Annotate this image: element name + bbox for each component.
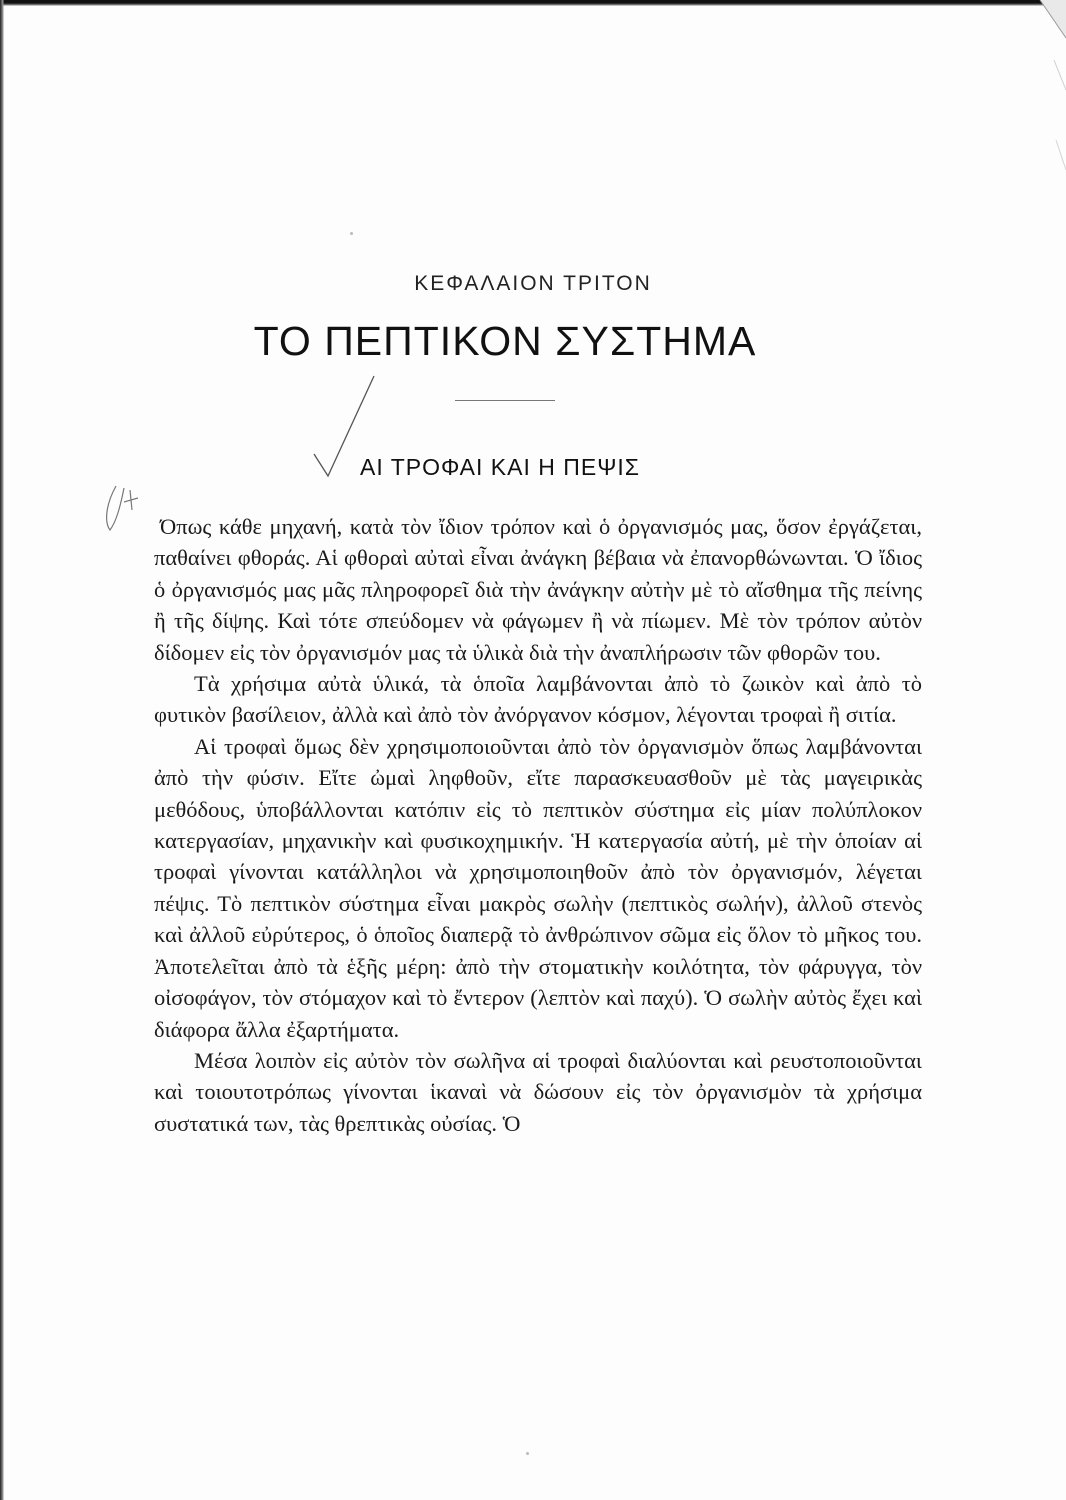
paragraph-2: Τὰ χρήσιμα αὐτὰ ὑλικά, τὰ ὁποῖα λαμβάνονται ἀπὸ τὸ ζωικὸν καὶ ἀπὸ τὸ φυτικὸν βασίλειον, ἀλλὰ καὶ ἀπὸ τὸν ἀνόργανον κόσμον, λέγονται τροφαὶ ἢ σιτία. [154,671,922,728]
body-text [154,511,922,1139]
scan-edge-left [0,0,4,1500]
scan-dust-speck [350,232,353,235]
chapter-label: ΚΕΦΑΛΑΙΟΝ ΤΡΙΤΟΝ [414,272,652,295]
section-heading: ΑΙ ΤΡΟΦΑΙ ΚΑΙ Η ΠΕΨΙΣ [359,454,641,480]
paragraph-3: Αἱ τροφαὶ ὅμως δὲν χρησιμοποιοῦνται ἀπὸ τὸν ὀργανισμὸν ὅπως λαμβάνονται ἀπὸ τὴν φύσιν. Εἴτε ὠμαὶ ληφθοῦν, εἴτε παρασκευασθοῦν μὲ τὰς μαγειρικὰς μεθόδους, ὑποβάλλονται κατόπιν εἰς τὸ πεπτικὸν σύστημα εἰς μίαν πολύπλοκον κατεργασίαν, μηχανικὴν καὶ φυσικοχημικήν. Ἡ κατεργασία αὐτή, μὲ τὴν ὁποίαν αἱ τροφαὶ γίνονται κατάλληλοι νὰ χρησιμοποιηθοῦν ἀπὸ τὸν ὀργανισμόν, λέγεται πέψις. Τὸ πεπτικὸν σύστημα εἶναι μακρὸς σωλὴν (πεπτικὸς σωλήν), ἀλλοῦ στενὸς καὶ ἀλλοῦ εὐρύτερος, ὁ ὁποῖος διαπερᾷ τὸ ἀνθρώπινον σῶμα εἰς ὅλον τὸ μῆκος του. Ἀποτελεῖται ἀπὸ τὰ ἑξῆς μέρη: ἀπὸ τὴν στοματικὴν κοιλότητα, τὸν φάρυγγα, τὸν οἰσοφάγον, τὸν στόμαχον καὶ τὸ ἔντερον (λεπτὸν καὶ παχύ). Ὁ σωλὴν αὐτὸς ἔχει καὶ διάφορα ἄλλα ἐξαρτήματα. [154,733,922,1042]
paragraph-1: Όπως κάθε μηχανή, κατὰ τὸν ἴδιον τρόπον καὶ ὁ ὀργανισμός μας, ὅσον ἐργάζεται, παθαίνει φθοράς. Αἱ φθοραὶ αὐταὶ εἶναι ἀνάγκη βέβαια νὰ ἐπανορθώνωνται. Ὁ ἴδιος ὁ ὀργανισμός μας μᾶς πληροφορεῖ διὰ τὴν ἀνάγκην αὐτὴν μὲ τὸ αἴσθημα τῆς πείνης ἢ τῆς δίψης. Καὶ τότε σπεύδομεν νὰ φάγωμεν ἢ νὰ πίωμεν. Μὲ τὸν τρόπον αὐτὸν δίδομεν εἰς τὸν ὀργανισμόν μας τὰ ὑλικὰ διὰ τὴν ἀναπλήρωσιν τῶν φθορῶν του. [154,514,922,665]
chapter-title: ΤΟ ΠΕΠΤΙΚΟΝ ΣΥΣΤΗΜΑ [253,318,757,364]
scan-edge-top [0,0,1066,6]
scan-dust-speck [526,1452,529,1455]
margin-pencil-note [98,478,158,538]
title-divider [455,400,555,401]
paragraph-4: Μέσα λοιπὸν εἰς αὐτὸν τὸν σωλῆνα αἱ τροφαὶ διαλύονται καὶ ρευστοποιοῦνται καὶ τοιουτοτρόπως γίνονται ἱκαναὶ νὰ δώσουν εἰς τὸν ὀργανισμὸν τὰ χρήσιμα συστατικά των, τὰς θρεπτικὰς οὐσίας. Ὁ [154,1047,922,1136]
page-corner-fold [1026,0,1066,180]
